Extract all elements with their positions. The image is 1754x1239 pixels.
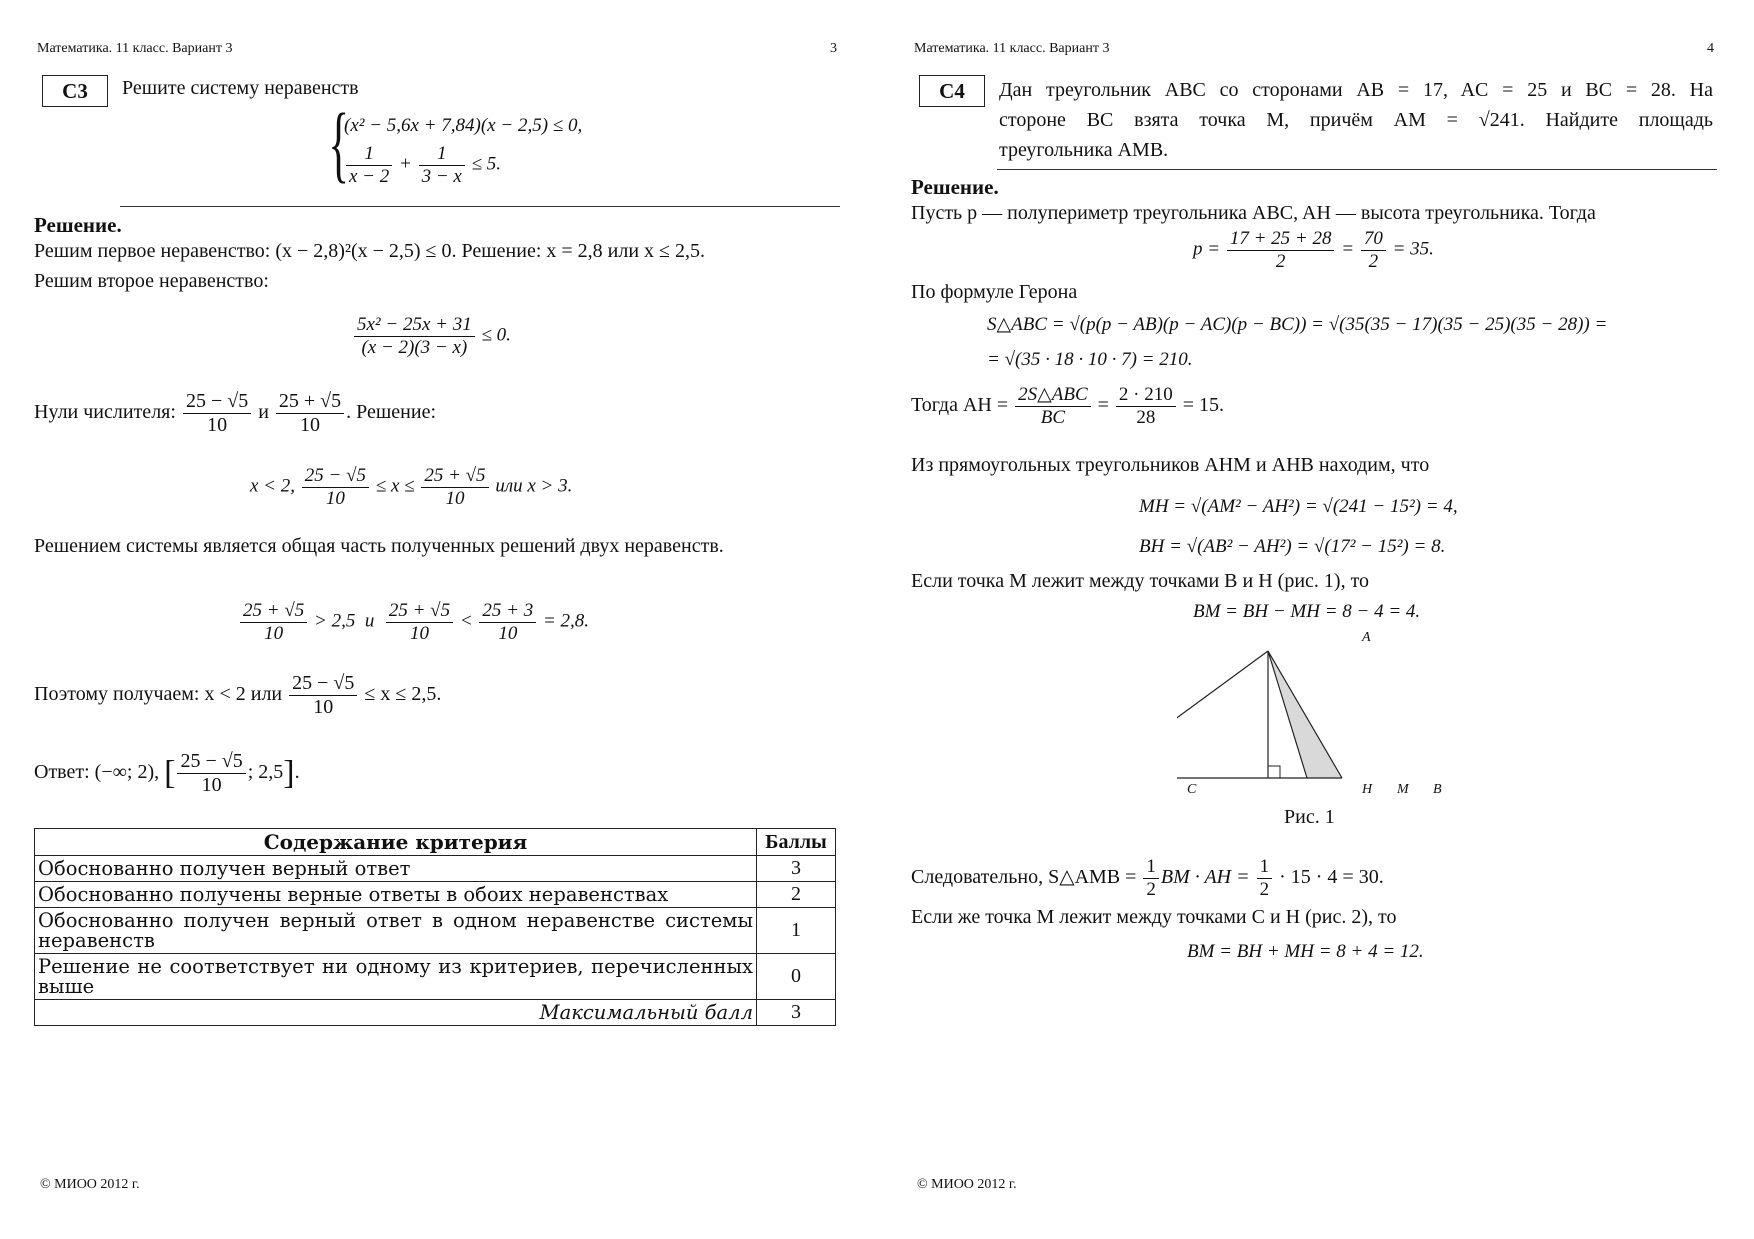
frac-denominator: 2 [1259, 878, 1270, 900]
answer-tail: ; 2,5 [247, 761, 284, 784]
criteria-table [34, 828, 836, 1026]
case-1-text: Если точка M лежит между точками B и H (рис. 1), то [911, 570, 1370, 592]
task-line-2: стороне BC взята точка M, причём AM = √241. Найдите площадь [999, 109, 1713, 131]
task-label: С3 [42, 75, 108, 107]
column-header-criterion: Содержание критерия [35, 829, 757, 856]
frac-numerator: 25 − √5 [177, 750, 245, 774]
figure-caption: Рис. 1 [1284, 806, 1335, 828]
common-part-text: Решением системы является общая часть полученных решений двух неравенств. [34, 535, 724, 557]
area-end: · 15 · 4 = 30. [1279, 865, 1384, 888]
first-inequality: Решим первое неравенство: (x − 2,8)²(x − 2,5) ≤ 0. Решение: x = 2,8 или x ≤ 2,5. [34, 240, 706, 262]
solution-mid: ≤ x ≤ [375, 475, 415, 497]
solution-heading: Решение. [34, 213, 122, 237]
therefore-end: ≤ x ≤ 2,5. [364, 683, 442, 706]
frac-numerator: 25 + √5 [421, 465, 488, 488]
compare-end: = 2,8. [542, 610, 590, 632]
frac-numerator: 17 + 25 + 28 [1227, 228, 1335, 251]
table-row [35, 908, 836, 954]
frac-denominator: 28 [1136, 406, 1156, 428]
area-prefix: Следовательно, S△AMB = [911, 865, 1137, 888]
solution-prefix: x < 2, [250, 475, 296, 497]
zeros-after: . Решение: [346, 401, 437, 424]
frac-numerator: 2S△ABC [1015, 384, 1091, 407]
therefore-line [34, 672, 441, 719]
therefore-text: Поэтому получаем: x < 2 или [34, 683, 283, 706]
criterion-cell: Обоснованно получены верные ответы в обоих неравенствах [35, 882, 757, 908]
frac-numerator: 1 [419, 143, 465, 166]
max-score-label: Максимальный балл [35, 1000, 757, 1026]
vertex-label-b: B [1433, 782, 1442, 797]
heron-line-2: = √(35 · 18 · 10 · 7) = 210. [987, 349, 1193, 370]
area-formula [911, 856, 1384, 901]
frac-denominator: 10 [300, 414, 321, 436]
right-page [877, 0, 1754, 1239]
compare-gt: > 2,5 [314, 610, 356, 632]
frac-numerator: 25 + √5 [276, 390, 344, 414]
vertex-label-h: H [1362, 782, 1373, 797]
frac-denominator: 10 [498, 622, 518, 644]
task-rule [120, 206, 840, 207]
frac-numerator: 1 [1143, 856, 1159, 879]
frac-denominator: 10 [207, 414, 228, 436]
frac-denominator: 10 [264, 622, 284, 644]
second-solution [250, 465, 572, 510]
system-line-1: (x² − 5,6x + 7,84)(x − 2,5) ≤ 0, [344, 115, 583, 136]
second-inequality: Решим второе неравенство: [34, 270, 269, 292]
altitude-formula: Тогда AH = $\frac{\text{2S△ABC}}{BC}$ = $\frac{2 \cdot 210}{28}$ = 15. [911, 384, 1225, 428]
page-header: Математика. 11 класс. Вариант 3 [37, 41, 233, 56]
semi-perimeter-text: Пусть p — полупериметр треугольника ABC, AH — высота треугольника. Тогда [911, 202, 1596, 224]
vertex-label-m: M [1397, 782, 1409, 797]
compare-and: и [364, 610, 375, 632]
table-row [35, 954, 836, 1000]
frac-numerator: 1 [346, 143, 392, 166]
page-number: 3 [830, 41, 837, 56]
task-rule [997, 169, 1717, 170]
task-label: С4 [919, 75, 985, 107]
right-angle-mark [1268, 766, 1280, 778]
frac-denominator: x − 2 [349, 165, 390, 187]
semi-perimeter-formula: p = $\frac{17 + 25 + 28}{2}$ = $\frac{70}{2}$ = 35. [1193, 228, 1434, 272]
ah-end: = 15. [1182, 393, 1225, 416]
case-2-text: Если же точка M лежит между точками C и H (рис. 2), то [911, 906, 1397, 928]
task-line-3: треугольника AMB. [999, 139, 1169, 161]
zeros-and: и [258, 401, 269, 424]
frac-denominator: BC [1040, 406, 1066, 428]
frac-numerator: 25 + √5 [240, 600, 307, 623]
frac-numerator: 25 − √5 [289, 672, 357, 696]
second-fraction [352, 314, 511, 359]
frac-numerator: 5x² − 25x + 31 [354, 314, 475, 337]
frac-denominator: 2 [1146, 878, 1156, 900]
frac-numerator: 1 [1257, 856, 1273, 879]
task-text: Решите систему неравенств [122, 77, 359, 99]
bm-case-1: BM = BH − MH = 8 − 4 = 4. [1193, 601, 1421, 622]
frac-numerator: 2 · 210 [1116, 384, 1176, 407]
table-row [35, 856, 836, 882]
side-ac [1177, 651, 1268, 778]
table-max-row [35, 1000, 836, 1026]
bm-case-2: BM = BH + MH = 8 + 4 = 12. [1187, 941, 1424, 962]
right-triangles-text: Из прямоугольных треугольников AHM и AHB находим, что [911, 454, 1430, 476]
page-footer: © МИОО 2012 г. [40, 1177, 140, 1192]
frac-denominator: 10 [409, 622, 429, 644]
frac-numerator: 25 − √5 [302, 465, 369, 488]
frac-denominator: 10 [201, 774, 222, 796]
table-header-row [35, 829, 836, 856]
criterion-cell: Решение не соответствует ни одному из критериев, перечисленных выше [35, 954, 757, 1000]
p-eq: p = [1193, 238, 1221, 260]
points-cell: 3 [757, 856, 836, 882]
points-cell: 1 [757, 908, 836, 954]
points-cell: 0 [757, 954, 836, 1000]
heron-label: По формуле Герона [911, 281, 1078, 303]
frac-numerator: 25 − √5 [183, 390, 251, 414]
frac-denominator: 3 − x [421, 165, 462, 187]
mh-formula: MH = √(AM² − AH²) = √(241 − 15²) = 4, [1139, 496, 1458, 517]
column-header-points: Баллы [757, 829, 836, 856]
heron-line-1: S△ABC = √(p(p − AB)(p − AC)(p − BC)) = √(35(35 − 17)(35 − 25)(35 − 28)) = [987, 314, 1608, 335]
frac-numerator: 25 + √5 [386, 600, 453, 623]
area-mid: BM · AH = [1160, 865, 1250, 888]
bh-formula: BH = √(AB² − AH²) = √(17² − 15²) = 8. [1139, 536, 1446, 557]
criterion-cell: Обоснованно получен верный ответ [35, 856, 757, 882]
frac-denominator: 2 [1368, 250, 1379, 272]
solution-heading: Решение. [911, 175, 999, 199]
system-line-2: $\frac{1}{x - 2}$ + $\frac{1}{3 - x}$ ≤ 5. [344, 143, 501, 188]
frac-numerator: 70 [1361, 228, 1386, 251]
frac-denominator: 10 [445, 487, 465, 509]
answer-line: Ответ: (−∞; 2), [ $\frac{25 - √5}{10}$ ; 2,5]. [34, 750, 300, 796]
page-footer: © МИОО 2012 г. [917, 1177, 1017, 1192]
points-cell: 2 [757, 882, 836, 908]
page-header: Математика. 11 класс. Вариант 3 [914, 41, 1110, 56]
frac-denominator: 2 [1275, 250, 1286, 272]
frac-relation: ≤ 0. [481, 324, 511, 346]
vertex-label-c: C [1187, 782, 1197, 797]
frac-numerator: 25 + 3 [479, 600, 536, 623]
p-end: = 35. [1392, 238, 1434, 260]
frac-denominator: 10 [313, 696, 334, 718]
table-row [35, 882, 836, 908]
numerator-zeros [34, 390, 436, 437]
criterion-cell: Обоснованно получен верный ответ в одном неравенстве системы неравенств [35, 908, 757, 954]
system-line-2-rest: ≤ 5. [471, 153, 502, 175]
then-ah: Тогда AH = [911, 393, 1009, 416]
frac-denominator: (x − 2)(3 − x) [361, 336, 468, 358]
compare-lt: < [459, 610, 473, 632]
zeros-label: Нули числителя: [34, 401, 176, 424]
max-score-value: 3 [757, 1000, 836, 1026]
task-line-1: Дан треугольник ABC со сторонами AB = 17, AC = 25 и BC = 28. На [999, 79, 1713, 101]
vertex-label-a: A [1362, 630, 1371, 645]
page-number: 4 [1707, 41, 1714, 56]
system-brace: { [328, 95, 349, 191]
comparison [238, 600, 589, 645]
answer-label: Ответ: (−∞; 2), [34, 761, 160, 784]
solution-suffix: или x > 3. [495, 475, 573, 497]
frac-denominator: 10 [325, 487, 345, 509]
triangle-figure [1177, 630, 1357, 800]
